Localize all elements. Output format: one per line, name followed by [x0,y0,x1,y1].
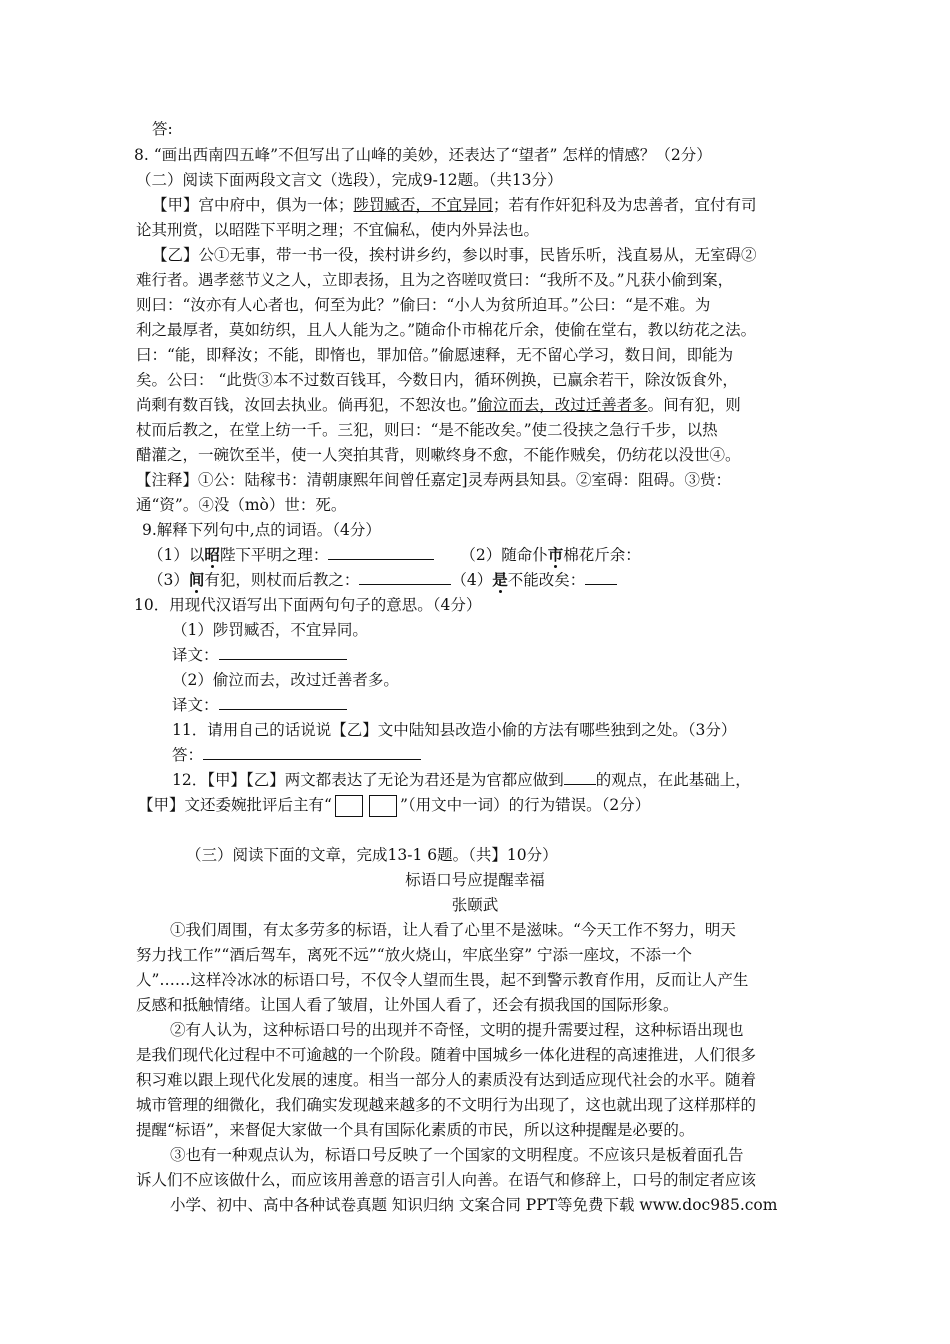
yi-text: 。间有犯，则 [647,396,741,414]
jia-text: ；若有作奸犯科及为忠善者，宜付有司 [493,196,757,214]
q9-dotted-word: 市 [547,545,564,564]
section-2-heading: （二）阅读下面两段文言文（选段），完成9-12题。（共13分） [136,171,563,189]
answer-box[interactable] [369,795,397,817]
question-9-title: 9.解释下列句中,点的词语。（4分） [142,521,381,539]
answer-blank[interactable] [585,570,617,585]
question-11-title: 11．请用自己的话说说【乙】文中陆知县改造小偷的方法有哪些独到之处。（3分） [172,721,737,739]
yi-underlined-sentence: 偷泣而去，改过迁善者多 [477,396,648,414]
footer-text: 小学、初中、高中各种试卷真题 知识归纳 文案合同 PPT等免费下载 www.doc985.com [170,1196,778,1214]
q9-item-text: 棉花斤余： [563,546,641,564]
question-12-line-2 [138,795,650,817]
top-answer-label: 答: [152,120,173,138]
yi-text: 尚剩有数百钱，汝回去执业。倘再犯，不恕汝也。” [136,396,478,414]
passage-yi-line-6: 矣。公曰： “此赀③本不过数百钱耳，今数日内，循环例换，已赢余若干，除汝饭食外， [136,371,738,389]
article-paragraph-2-line-4: 城市管理的细微化，我们确实发现越来越多的不文明行为出现了，这也就出现了这样那样的 [136,1096,757,1114]
passage-yi-line-4: 利之最厚者，莫如纺织，且人人能为之。”随命仆市棉花斤余，使偷在堂右，教以纺花之法。 [136,321,757,339]
jia-underlined-sentence: 陟罚臧否，不宜异同 [353,196,494,214]
article-paragraph-1-line-2: 努力找工作”“酒后驾车，离死不远”“放火烧山，牢底坐穿” 宁添一座坟，不添一个 [136,946,693,964]
q9-item-text: 陛下平明之理： [219,546,329,564]
answer-box[interactable] [335,795,363,817]
passage-jia-line-1 [152,195,757,215]
passage-yi-line-8: 杖而后教之，在堂上纺一千。三犯，则曰：“是不能改矣。”使二役挟之急行千步，以热 [136,421,718,439]
q12-text: 【甲】文还委婉批评后主有“ [138,796,332,814]
q9-item-text: （3） [148,571,189,589]
passage-yi-line-2: 难行者。遇孝慈节义之人，立即表扬，且为之咨嗟叹赏曰：“我所不及。”凡获小偷到案， [136,271,734,289]
article-author: 张颐武 [451,896,499,914]
answer-blank[interactable] [328,545,434,560]
answer-blank[interactable] [203,745,421,760]
article-paragraph-1-line-4: 反感和抵触情绪。让国人看了皱眉，让外国人看了，还会有损我国的国际形象。 [136,996,679,1014]
q9-dotted-word: 间 [188,570,205,589]
passage-jia-line-2: 论其刑赏，以昭陛下平明之理；不宜偏私，使内外异法也。 [136,221,540,239]
notes-line-1: 【注释】①公：陆稼书：清朝康熙年间曾任嘉定]灵寿两县知县。②室碍：阻碍。③赀： [136,471,732,489]
passage-yi-line-9: 醋灌之，一碗饮至半，使一人突拍其背，则嗽终身不愈，不能作贼矣，仍纺花以没世④。 [136,446,741,464]
answer-label: 答： [172,746,204,764]
q9-item-text: 不能改矣： [507,571,586,589]
q12-text: 的观点，在此基础上， [595,771,751,789]
question-10-translation-2 [172,695,347,715]
article-paragraph-3-line-1: ③也有一种观点认为，标语口号反映了一个国家的文明程度。不应该只是板着面孔告 [170,1146,744,1164]
answer-blank[interactable] [359,570,451,585]
article-title: 标语口号应提醒幸福 [405,871,545,889]
q12-text: 12．【甲】【乙】两文都表达了无论为君还是为官都应做到 [172,771,564,789]
passage-yi-line-1: 【乙】公①无事，带一书一役，挨村讲乡约，参以时事，民皆乐听，浅直易从，无室碍② [152,246,757,264]
q9-item-text: （2）随命仆 [460,546,548,564]
q9-item-text: （1）以 [148,546,205,564]
passage-yi-line-3: 则曰：“汝亦有人心者也，何至为此？”偷曰：“小人为贫所迫耳。”公曰：“是不难。为 [136,296,711,314]
question-10-title: 10．用现代汉语写出下面两句句子的意思。（4分） [134,596,482,614]
article-paragraph-2-line-1: ②有人认为，这种标语口号的出现并不奇怪，文明的提升需要过程，这种标语出现也 [170,1021,744,1039]
question-9-row-2 [148,570,617,590]
question-9-row-1 [148,545,641,565]
answer-blank[interactable] [564,770,596,785]
passage-yi-line-5: 曰：“能，即释汝；不能，即惰也，罪加倍。”偷愿速释，无不留心学习，数日间，即能为 [136,346,734,364]
notes-line-2: 通“资”。④没（mò）世：死。 [136,496,347,514]
q9-item-text: （4） [451,571,493,589]
question-12-line-1 [172,770,751,790]
article-paragraph-1-line-1: ①我们周围，有太多劳多的标语，让人看了心里不是滋味。“今天工作不努力，明天 [170,921,736,939]
article-paragraph-2-line-3: 积习难以跟上现代化发展的速度。相当一部分人的素质没有达到适应现代社会的水平。随着 [136,1071,757,1089]
question-8: 8. “画出西南四五峰”不但写出了山峰的美妙，还表达了“望者” 怎样的情感？（2分） [134,146,712,164]
article-paragraph-2-line-5: 提醒“标语”，来督促大家做一个具有国际化素质的市民，所以这种提醒是必要的。 [136,1121,695,1139]
translation-label: 译文： [172,696,219,714]
q9-dotted-word: 昭 [204,545,220,564]
answer-blank[interactable] [219,645,347,660]
q12-text: ”（用文中一词）的行为错误。（2分） [399,796,651,814]
question-10-sentence-2: （2）偷泣而去，改过迁善者多。 [172,671,399,689]
article-paragraph-1-line-3: 人”……这样冷冰冰的标语口号，不仅令人望而生畏，起不到警示教育作用，反而让人产生 [136,971,749,989]
article-paragraph-3-line-2: 诉人们不应该做什么，而应该用善意的语言引人向善。在语气和修辞上，口号的制定者应该 [136,1171,757,1189]
section-3-heading: （三）阅读下面的文章，完成13-1 6题。（共】10分） [186,846,558,864]
q9-item-text: 有犯，则杖而后教之： [204,571,360,589]
question-10-translation-1 [172,645,347,665]
article-paragraph-2-line-2: 是我们现代化过程中不可逾越的一个阶段。随着中国城乡一体化进程的高速推进，人们很多 [136,1046,757,1064]
question-11-answer [172,745,421,765]
question-10-sentence-1: （1）陟罚臧否，不宜异同。 [172,621,368,639]
answer-blank[interactable] [219,695,347,710]
q9-dotted-word: 是 [492,570,508,589]
jia-text: 【甲】宫中府中，俱为一体； [152,196,354,214]
translation-label: 译文： [172,646,219,664]
passage-yi-line-7 [136,395,741,415]
